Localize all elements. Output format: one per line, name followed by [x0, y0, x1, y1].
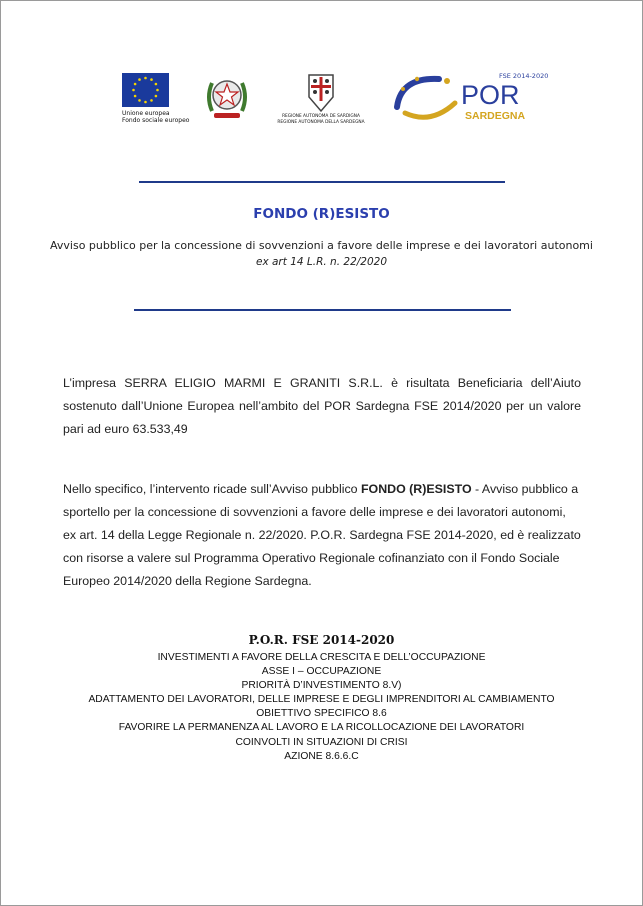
por-line: ADATTAMENTO DEI LAVORATORI, DELLE IMPRESE E DEGLI IMPRENDITORI AL CAMBIAMENTO: [88, 694, 555, 706]
por-line: PRIORITÀ D’INVESTIMENTO 8.V): [241, 680, 402, 692]
por-line: FAVORIRE LA PERMANENZA AL LAVORO E LA RICOLLOCAZIONE DEI LAVORATORI: [118, 722, 525, 734]
sardegna-logo-line1: REGIONE AUTONOMA DE SARDIGNA: [282, 114, 360, 119]
por-line: OBIETTIVO SPECIFICO 8.6: [256, 708, 387, 720]
beneficiary-paragraph: L’impresa SERRA ELIGIO MARMI E GRANITI S.R.L. è risultata Beneficiaria dell’Aiuto sostenuto dall’Unione Europea nell’ambito del POR Sardegna FSE 2014/2020 per un valore pari ad euro 63.533,49: [63, 376, 581, 436]
por-line: INVESTIMENTI A FAVORE DELLA CRESCITA E DELL’OCCUPAZIONE: [157, 652, 486, 663]
sardegna-logo-line2: REGIONE AUTONOMA DELLA SARDEGNA: [277, 120, 365, 125]
italy-emblem-icon: [209, 81, 245, 118]
eu-logo-line1: Unione europea: [122, 110, 170, 117]
por-line: COINVOLTI IN SITUAZIONI DI CRISI: [235, 736, 408, 748]
sardegna-region-logo: [277, 71, 365, 125]
sardegna-crest-icon: [309, 75, 333, 111]
intervention-text-bold: FONDO (R)ESISTO: [360, 482, 472, 496]
intervention-text-start: Nello specifico, l’intervento ricade sull’Avviso pubblico: [63, 482, 361, 496]
por-line: ASSE I – OCCUPAZIONE: [261, 666, 382, 678]
por-block-title: P.O.R. FSE 2014-2020: [248, 633, 395, 647]
document-subtitle: Avviso pubblico per la concessione di sovvenzioni a favore delle imprese e dei lavoratori autonomi: [50, 239, 593, 252]
por-logo-main: POR: [461, 80, 520, 110]
intervention-paragraph: [63, 478, 581, 593]
bottom-divider: [134, 309, 511, 311]
top-divider: [139, 181, 505, 183]
por-block-lines: [1, 651, 642, 764]
document-title: FONDO (R)ESISTO: [253, 206, 390, 222]
document-subtitle-ref: ex art 14 L.R. n. 22/2020: [255, 256, 388, 268]
por-sardegna-logo: [391, 69, 549, 127]
por-line: AZIONE 8.6.6.C: [284, 750, 359, 762]
por-swoosh-icon: [397, 77, 455, 117]
eu-flag-logo: [118, 71, 190, 125]
por-logo-sub: SARDEGNA: [465, 110, 526, 122]
por-logo-tag: FSE 2014-2020: [499, 72, 549, 80]
italy-emblem-logo: [204, 71, 250, 123]
eu-logo-line2: Fondo sociale europeo: [122, 117, 190, 124]
intervention-text-end: - Avviso pubblico a sportello per la concessione di sovvenzioni a favore delle imprese e dei lavoratori autonomi, ex art. 14 della Legge Regionale n. 22/2020. P.O.R. Sardegna FSE 2014-2020, ed è realizzato con risorse a valere sul Programma Operativo Regionale cofinanziato con il Fondo Sociale Europeo 2014/2020 della Regione Sardegna.: [63, 482, 581, 588]
